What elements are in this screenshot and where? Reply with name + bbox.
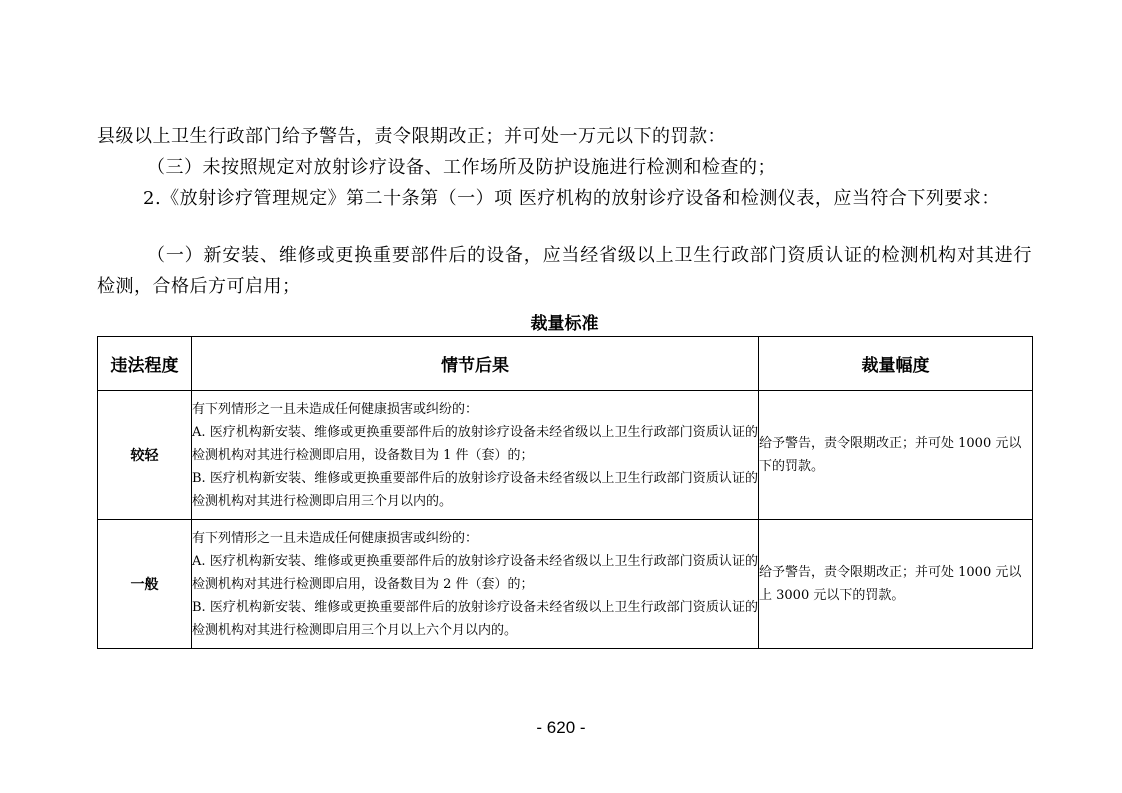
circumstances-item-a: A. 医疗机构新安装、维修或更换重要部件后的放射诊疗设备未经省级以上卫生行政部门资质认证的检测机构对其进行检测即启用，设备数目为 1 件（套）的； [192, 424, 758, 463]
table-row [98, 391, 1033, 520]
penalty-cell: 给予警告，责令限期改正；并可处 1000 元以上 3000 元以下的罚款。 [759, 520, 1033, 649]
table-row [98, 520, 1033, 649]
table-title: 裁量标准 [530, 314, 599, 334]
circumstances-intro: 有下列情形之一且未造成任何健康损害或纠纷的： [192, 530, 479, 546]
circumstances-cell [192, 391, 759, 520]
circumstances-item-a: A. 医疗机构新安装、维修或更换重要部件后的放射诊疗设备未经省级以上卫生行政部门资质认证的检测机构对其进行检测即启用，设备数目为 2 件（套）的； [192, 553, 758, 592]
header-circumstances: 情节后果 [192, 337, 759, 391]
degree-cell: 一般 [98, 520, 192, 649]
body-paragraph-3: 2.《放射诊疗管理规定》第二十条第（一）项 医疗机构的放射诊疗设备和检测仪表，应当符合下列要求： [143, 188, 1000, 209]
body-paragraph-2: （三）未按照规定对放射诊疗设备、工作场所及防护设施进行检测和检查的； [147, 157, 776, 178]
body-paragraph-4: （一）新安装、维修或更换重要部件后的设备，应当经省级以上卫生行政部门资质认证的检测机构对其进行检测，合格后方可启用； [97, 245, 1032, 297]
circumstances-item-b: B. 医疗机构新安装、维修或更换重要部件后的放射诊疗设备未经省级以上卫生行政部门资质认证的检测机构对其进行检测即启用三个月以上六个月以内的。 [192, 599, 758, 638]
circumstances-item-b: B. 医疗机构新安装、维修或更换重要部件后的放射诊疗设备未经省级以上卫生行政部门资质认证的检测机构对其进行检测即启用三个月以内的。 [192, 470, 758, 509]
body-paragraph-1: 县级以上卫生行政部门给予警告，责令限期改正；并可处一万元以下的罚款： [97, 126, 726, 147]
circumstances-cell [192, 520, 759, 649]
sanction-table [97, 336, 1033, 649]
page-number: - 620 - [536, 718, 586, 737]
header-degree: 违法程度 [98, 337, 192, 391]
header-penalty: 裁量幅度 [759, 337, 1033, 391]
table-header-row [98, 337, 1033, 391]
circumstances-intro: 有下列情形之一且未造成任何健康损害或纠纷的： [192, 401, 479, 417]
penalty-cell: 给予警告，责令限期改正；并可处 1000 元以下的罚款。 [759, 391, 1033, 520]
degree-cell: 较轻 [98, 391, 192, 520]
